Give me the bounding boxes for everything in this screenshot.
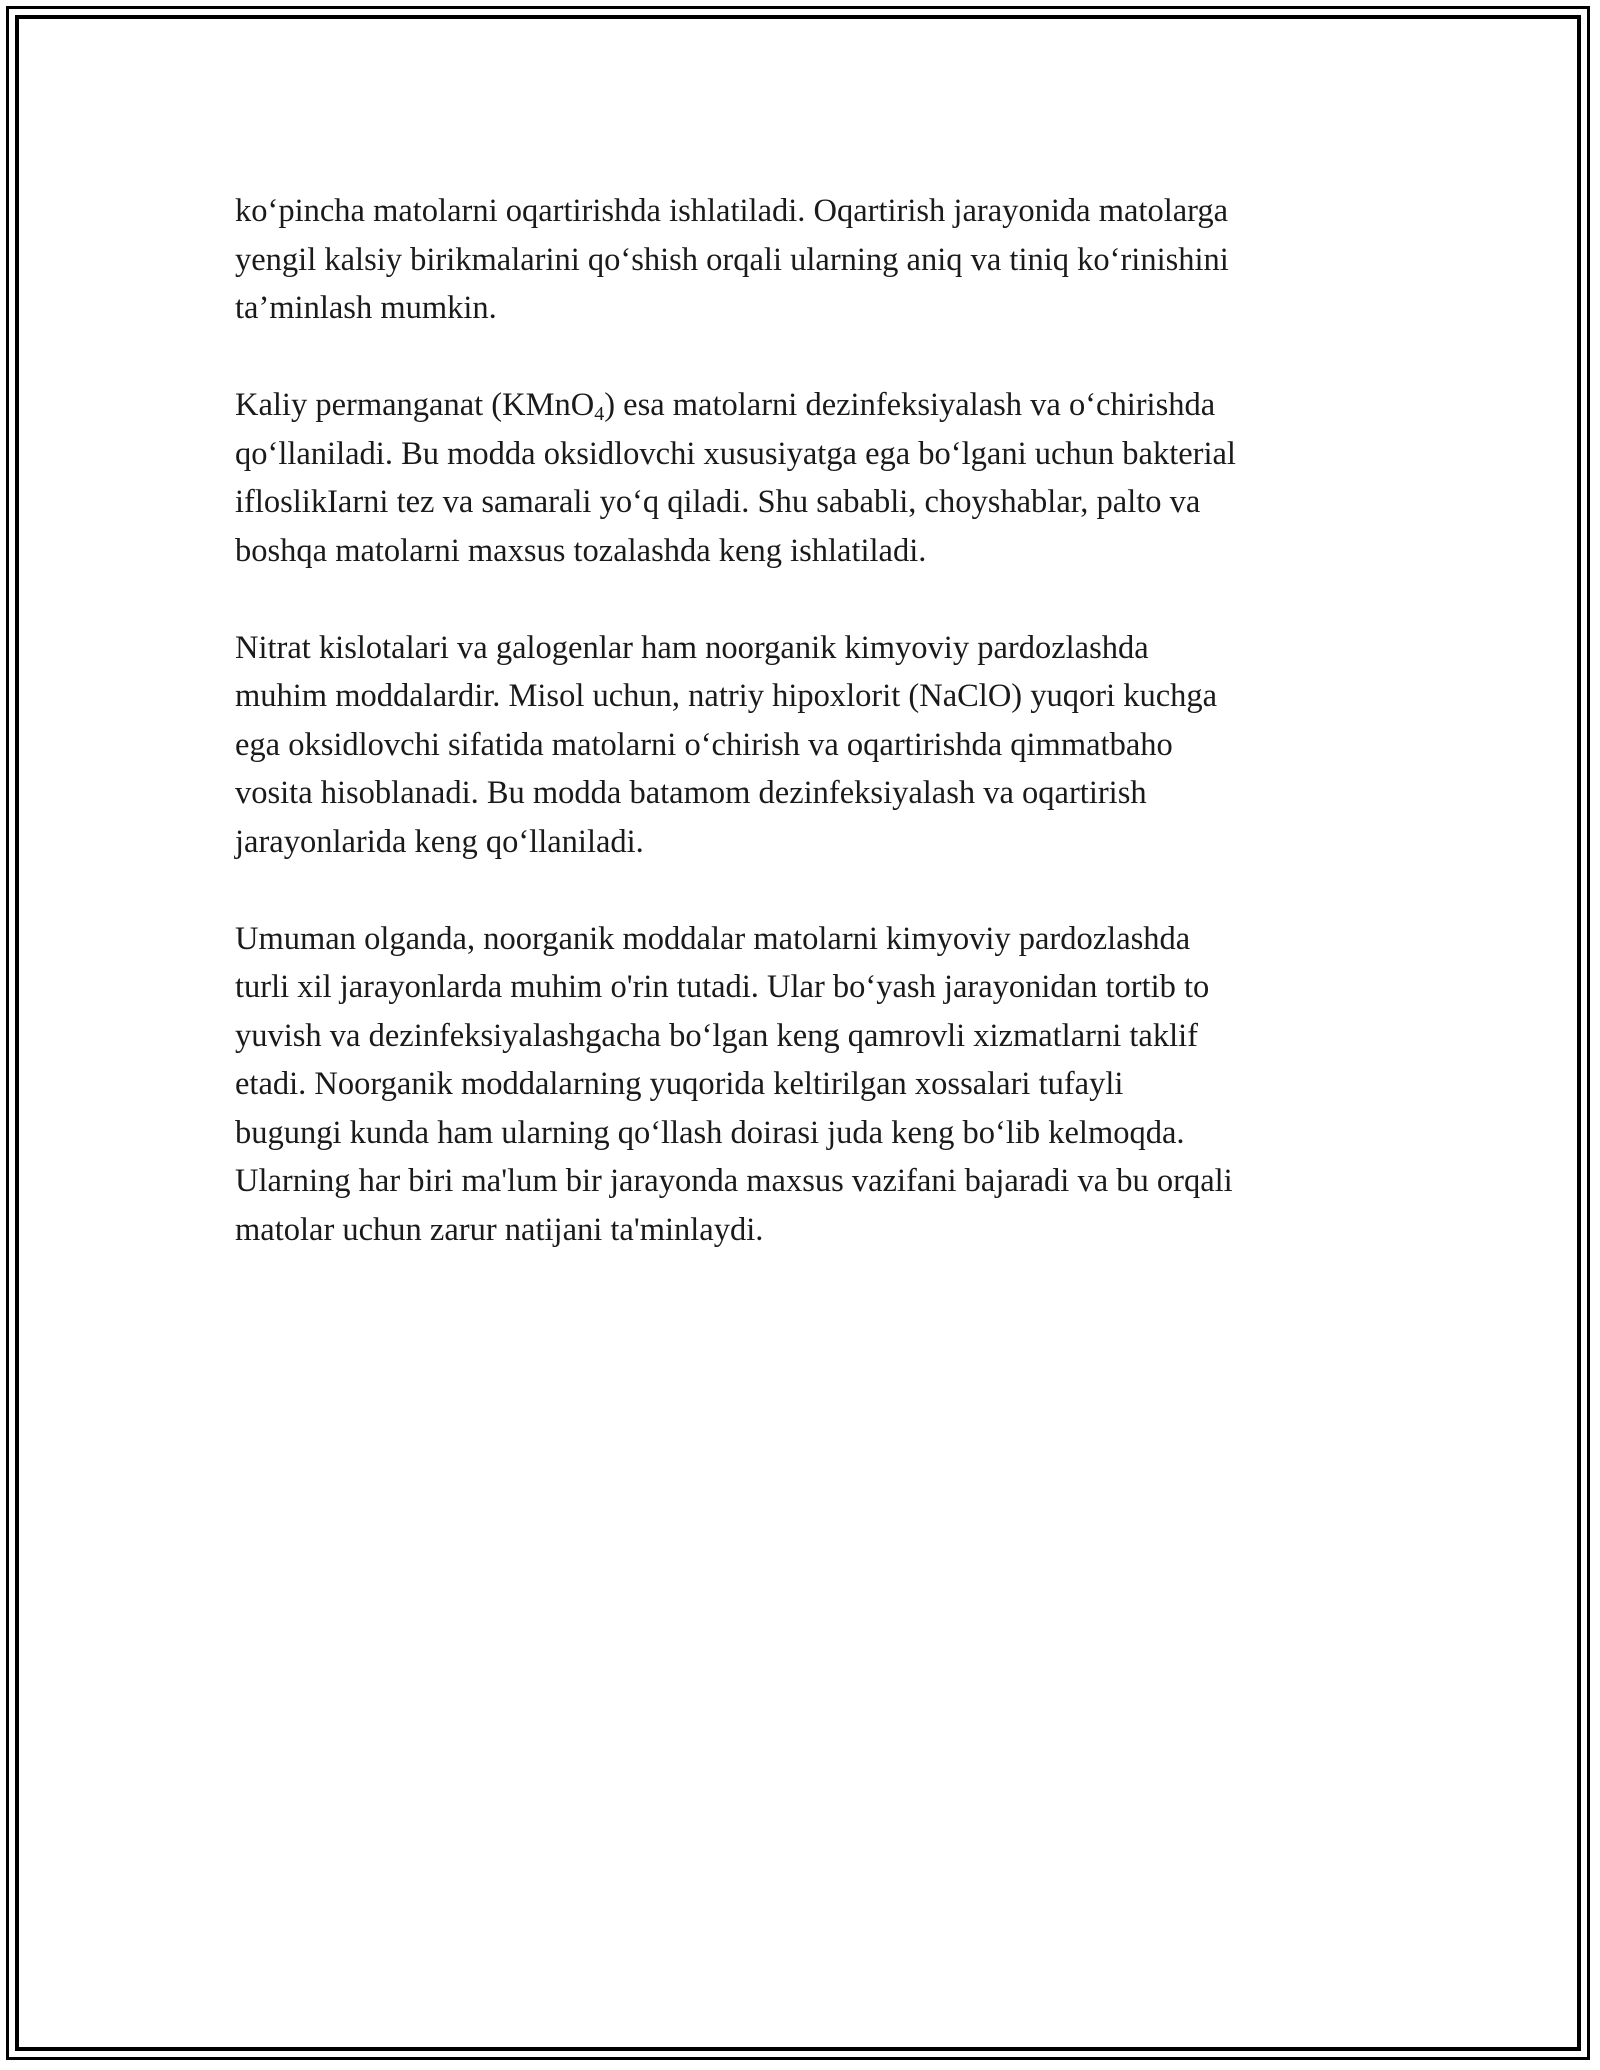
text-line: etadi. Noorganik moddalarning yuqorida keltirilgan xossalari tufayli	[235, 1066, 1124, 1102]
document-body	[235, 187, 1395, 1303]
paragraph-2	[235, 381, 1395, 575]
text-line: bugungi kunda ham ularning qo‘llash doirasi juda keng bo‘lib kelmoqda.	[235, 1114, 1185, 1151]
text-line: ta’minlash mumkin.	[235, 290, 497, 326]
text-line: Umuman olganda, noorganik moddalar matolarni kimyoviy pardozlashda	[235, 920, 1191, 957]
text-line: boshqa matolarni maxsus tozalashda keng ishlatiladi.	[235, 532, 927, 569]
text-segment: ) esa matolarni dezinfeksiyalash va o‘chirishda	[604, 387, 1216, 423]
text-line: ifloslikIarni tez va samarali yo‘q qiladi. Shu sababli, choyshablar, palto va	[235, 484, 1201, 520]
text-line: Ularning har biri ma'lum bir jarayonda maxsus vazifani bajaradi va bu orqali	[235, 1163, 1233, 1199]
text-line	[235, 381, 1395, 430]
text-line: yengil kalsiy birikmalarini qo‘shish orqali ularning aniq va tiniq ko‘rinishini	[235, 241, 1229, 278]
text-line: matolar uchun zarur natijani ta'minlaydi.	[235, 1211, 764, 1248]
subscript: 4	[594, 403, 605, 425]
paragraph-3	[235, 624, 1395, 867]
text-segment: Kaliy permanganat (KMnO	[235, 387, 595, 423]
text-line: muhim moddalardir. Misol uchun, natriy hipoxlorit (NaClO) yuqori kuchga	[235, 678, 1218, 714]
text-line: vosita hisoblanadi. Bu modda batamom dezinfeksiyalash va oqartirish	[235, 775, 1147, 811]
paragraph-1	[235, 187, 1395, 333]
text-line: jarayonlarida keng qo‘llaniladi.	[235, 823, 644, 860]
text-line: yuvish va dezinfeksiyalashgacha bo‘lgan keng qamrovli xizmatlarni taklif	[235, 1017, 1198, 1054]
text-line: turli xil jarayonlarda muhim o'rin tutadi. Ular bo‘yash jarayonidan tortib to	[235, 969, 1210, 1005]
paragraph-4	[235, 915, 1395, 1255]
text-line: ega oksidlovchi sifatida matolarni o‘chirish va oqartirishda qimmatbaho	[235, 726, 1173, 763]
text-line: qo‘llaniladi. Bu modda oksidlovchi xususiyatga ega bo‘lgani uchun bakterial	[235, 435, 1236, 472]
text-line: ko‘pincha matolarni oqartirishda ishlatiladi. Oqartirish jarayonida matolarga	[235, 193, 1229, 229]
text-line: Nitrat kislotalari va galogenlar ham noorganik kimyoviy pardozlashda	[235, 629, 1149, 666]
